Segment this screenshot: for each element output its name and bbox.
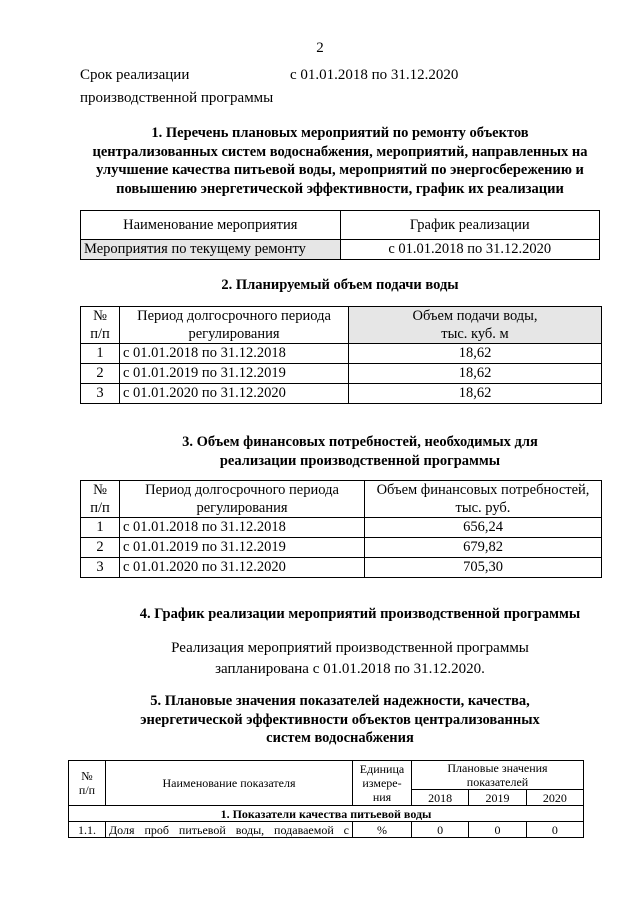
header-num: № п/п	[81, 481, 120, 518]
term-value: с 01.01.2018 по 31.12.2020	[290, 67, 459, 83]
header-year-2019: 2019	[469, 790, 526, 806]
term-label: Срок реализации производственной программы	[80, 67, 274, 106]
table-row: 1 с 01.01.2018 по 31.12.2018 18,62	[81, 344, 602, 364]
header-period: Период долгосрочного периода регулирования	[120, 307, 349, 344]
table-row: 1 с 01.01.2018 по 31.12.2018 656,24	[81, 518, 602, 538]
group-quality-indicators: 1. Показатели качества питьевой воды	[69, 806, 584, 822]
header-num: № п/п	[81, 307, 120, 344]
header-measure-name: Наименование мероприятия	[81, 211, 341, 240]
header-finance: Объем финансовых потребностей, тыс. руб.	[365, 481, 602, 518]
table-row: 2 с 01.01.2019 по 31.12.2019 679,82	[81, 538, 602, 558]
table-row: 2 с 01.01.2019 по 31.12.2019 18,62	[81, 364, 602, 384]
header-planned-values: Плановые значения показателей	[412, 761, 584, 790]
header-indicator-name: Наименование показателя	[106, 761, 353, 806]
header-num: № п/п	[69, 761, 106, 806]
section5-title: 5. Плановые значения показателей надежности, качества, энергетической эффективности объектов централизованных систем водоснабжения	[140, 693, 540, 746]
section4-text: Реализация мероприятий производственной программы запланирована с 01.01.2018 по 31.12.2020.	[171, 640, 529, 677]
table-row: 3 с 01.01.2020 по 31.12.2020 705,30	[81, 558, 602, 578]
finance-table	[80, 480, 602, 578]
measure-name: Мероприятия по текущему ремонту	[81, 240, 341, 260]
header-schedule: График реализации	[340, 211, 600, 240]
section4-title: 4. График реализации мероприятий производственной программы	[139, 606, 581, 622]
header-year-2020: 2020	[526, 790, 583, 806]
measures-table	[80, 210, 600, 260]
header-period: Период долгосрочного периода регулирования	[120, 481, 365, 518]
header-year-2018: 2018	[412, 790, 469, 806]
header-volume: Объем подачи воды, тыс. куб. м	[349, 307, 602, 344]
water-volume-table	[80, 306, 602, 404]
table-row: 1.1. Доля проб питьевой воды, подаваемой с % 0 0 0	[69, 822, 584, 838]
section1-title: 1. Перечень плановых мероприятий по ремонту объектов централизованных систем водоснабжения, мероприятий, направленных на улучшение качества питьевой воды, мероприятий по энергосбережению и повышению энергетической эффективности, график их реализации	[92, 125, 588, 197]
header-unit: Единица измере- ния	[353, 761, 412, 806]
indicators-table	[68, 760, 584, 838]
table-row: 3 с 01.01.2020 по 31.12.2020 18,62	[81, 384, 602, 404]
section2-title: 2. Планируемый объем подачи воды	[221, 277, 459, 293]
measure-schedule: с 01.01.2018 по 31.12.2020	[340, 240, 600, 260]
page-number: 2	[316, 40, 324, 56]
section3-title: 3. Объем финансовых потребностей, необходимых для реализации производственной программы	[182, 434, 538, 469]
